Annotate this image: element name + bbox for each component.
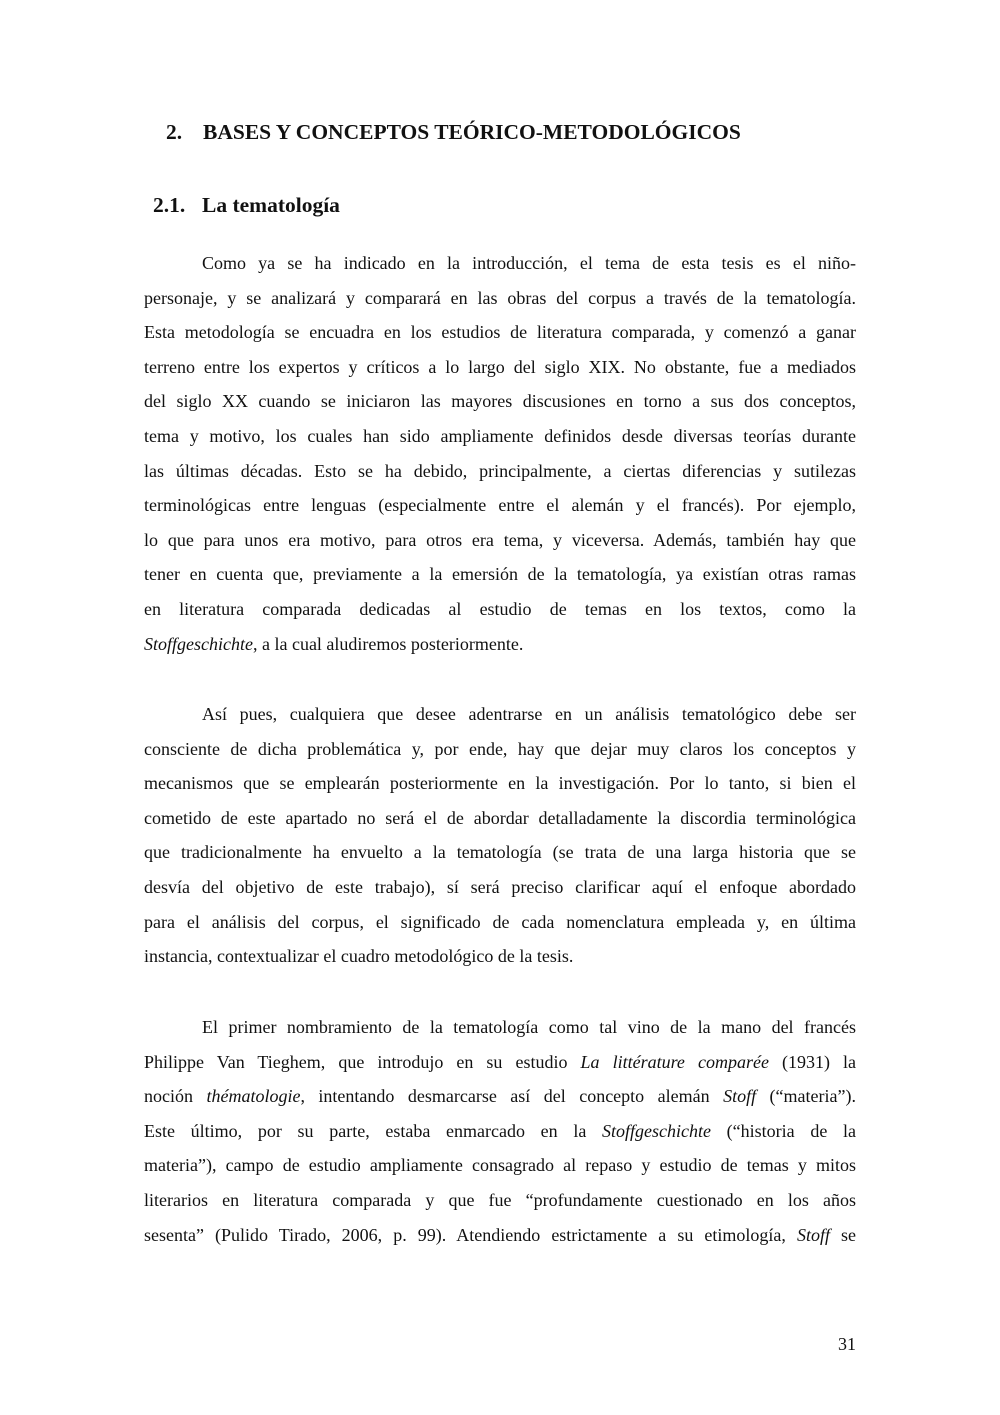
text-run: , intentando desmarcarse así del concepto alemán <box>300 1086 724 1107</box>
paragraph-line: que tradicionalmente ha envuelto a la tematología (se trata de una larga historia que se <box>144 842 856 863</box>
paragraph-line: terreno entre los expertos y críticos a lo largo del siglo XIX. No obstante, fue a mediados <box>144 356 856 377</box>
paragraph-line: literarios en literatura comparada y que fue “profundamente cuestionado en los años <box>144 1189 856 1210</box>
section-number: 2.1. <box>153 193 186 217</box>
paragraph-2 <box>144 697 856 974</box>
paragraph-line: para el análisis del corpus, el significado de cada nomenclatura empleada y, en última <box>144 911 856 932</box>
text-run: sesenta” (Pulido Tirado, 2006, p. 99). Atendiendo estrictamente a su etimología, <box>144 1224 797 1245</box>
text-run: Este último, por su parte, estaba enmarcado en la <box>144 1120 603 1141</box>
paragraph-line: tener en cuenta que, previamente a la emersión de la tematología, ya existían otras ramas <box>144 564 856 585</box>
paragraph-line: del siglo XX cuando se iniciaron las mayores discusiones en torno a sus dos conceptos, <box>144 391 856 412</box>
text-run: (1931) la <box>768 1051 857 1072</box>
paragraph-line: El primer nombramiento de la tematología como tal vino de la mano del francés <box>202 1017 856 1037</box>
text-run: (“historia de la <box>710 1120 856 1141</box>
section-title: La tematología <box>202 193 340 217</box>
chapter-number: 2. <box>166 120 183 144</box>
paragraph-line <box>144 627 856 662</box>
paragraph-line: Como ya se ha indicado en la introducción, el tema de esta tesis es el niño- <box>202 253 856 273</box>
italic-term: thématologie <box>206 1086 301 1107</box>
paragraph-line: lo que para unos era motivo, para otros era tema, y viceversa. Además, también hay que <box>144 529 856 550</box>
chapter-heading <box>166 116 866 148</box>
paragraph-3 <box>144 1010 856 1252</box>
paragraph-line <box>144 1114 856 1149</box>
paragraph-line: en literatura comparada dedicadas al estudio de temas en los textos, como la <box>144 598 856 619</box>
paragraph-line: consciente de dicha problemática y, por ende, hay que dejar muy claros los conceptos y <box>144 738 856 759</box>
italic-term: Stoff <box>723 1086 757 1107</box>
paragraph-line <box>144 1045 856 1080</box>
paragraph-1 <box>144 246 856 661</box>
paragraph-line: terminológicas entre lenguas (especialmente entre el alemán y el francés). Por ejemplo, <box>144 495 856 516</box>
text-run: se <box>829 1224 856 1245</box>
italic-term: Stoffgeschichte <box>602 1120 711 1141</box>
paragraph-line: cometido de este apartado no será el de abordar detalladamente la discordia terminológica <box>144 807 856 828</box>
paragraph-line: materia”), campo de estudio ampliamente consagrado al repaso y estudio de temas y mitos <box>144 1155 856 1176</box>
page-number: 31 <box>838 1334 856 1354</box>
paragraph-line: tema y motivo, los cuales han sido ampliamente definidos desde diversas teorías durante <box>144 425 856 446</box>
paragraph-line: mecanismos que se emplearán posteriormente en la investigación. Por lo tanto, si bien el <box>144 773 856 794</box>
paragraph-line: Así pues, cualquiera que desee adentrarse en un análisis tematológico debe ser <box>202 704 856 724</box>
text-run: , a la cual aludiremos posteriormente. <box>252 633 524 654</box>
paragraph-line: personaje, y se analizará y comparará en las obras del corpus a través de la tematología. <box>144 287 856 308</box>
italic-title: La littérature comparée <box>580 1051 769 1072</box>
text-run: (“materia”). <box>756 1086 856 1107</box>
italic-term: Stoff <box>796 1224 830 1245</box>
paragraph-line: las últimas décadas. Esto se ha debido, principalmente, a ciertas diferencias y sutilezas <box>144 460 856 481</box>
paragraph-line <box>144 1079 856 1114</box>
paragraph-line: Esta metodología se encuadra en los estudios de literatura comparada, y comenzó a ganar <box>144 322 856 343</box>
paragraph-line: desvía del objetivo de este trabajo), sí será preciso clarificar aquí el enfoque abordado <box>144 876 856 897</box>
text-run: noción <box>144 1086 207 1107</box>
italic-term: Stoffgeschichte <box>144 633 253 654</box>
text-run: Philippe Van Tieghem, que introdujo en su estudio <box>144 1051 581 1072</box>
chapter-title: BASES Y CONCEPTOS TEÓRICO-METODOLÓGICOS <box>203 120 741 144</box>
paragraph-line: instancia, contextualizar el cuadro metodológico de la tesis. <box>144 946 574 967</box>
section-heading <box>153 189 853 221</box>
paragraph-line <box>144 1218 856 1253</box>
